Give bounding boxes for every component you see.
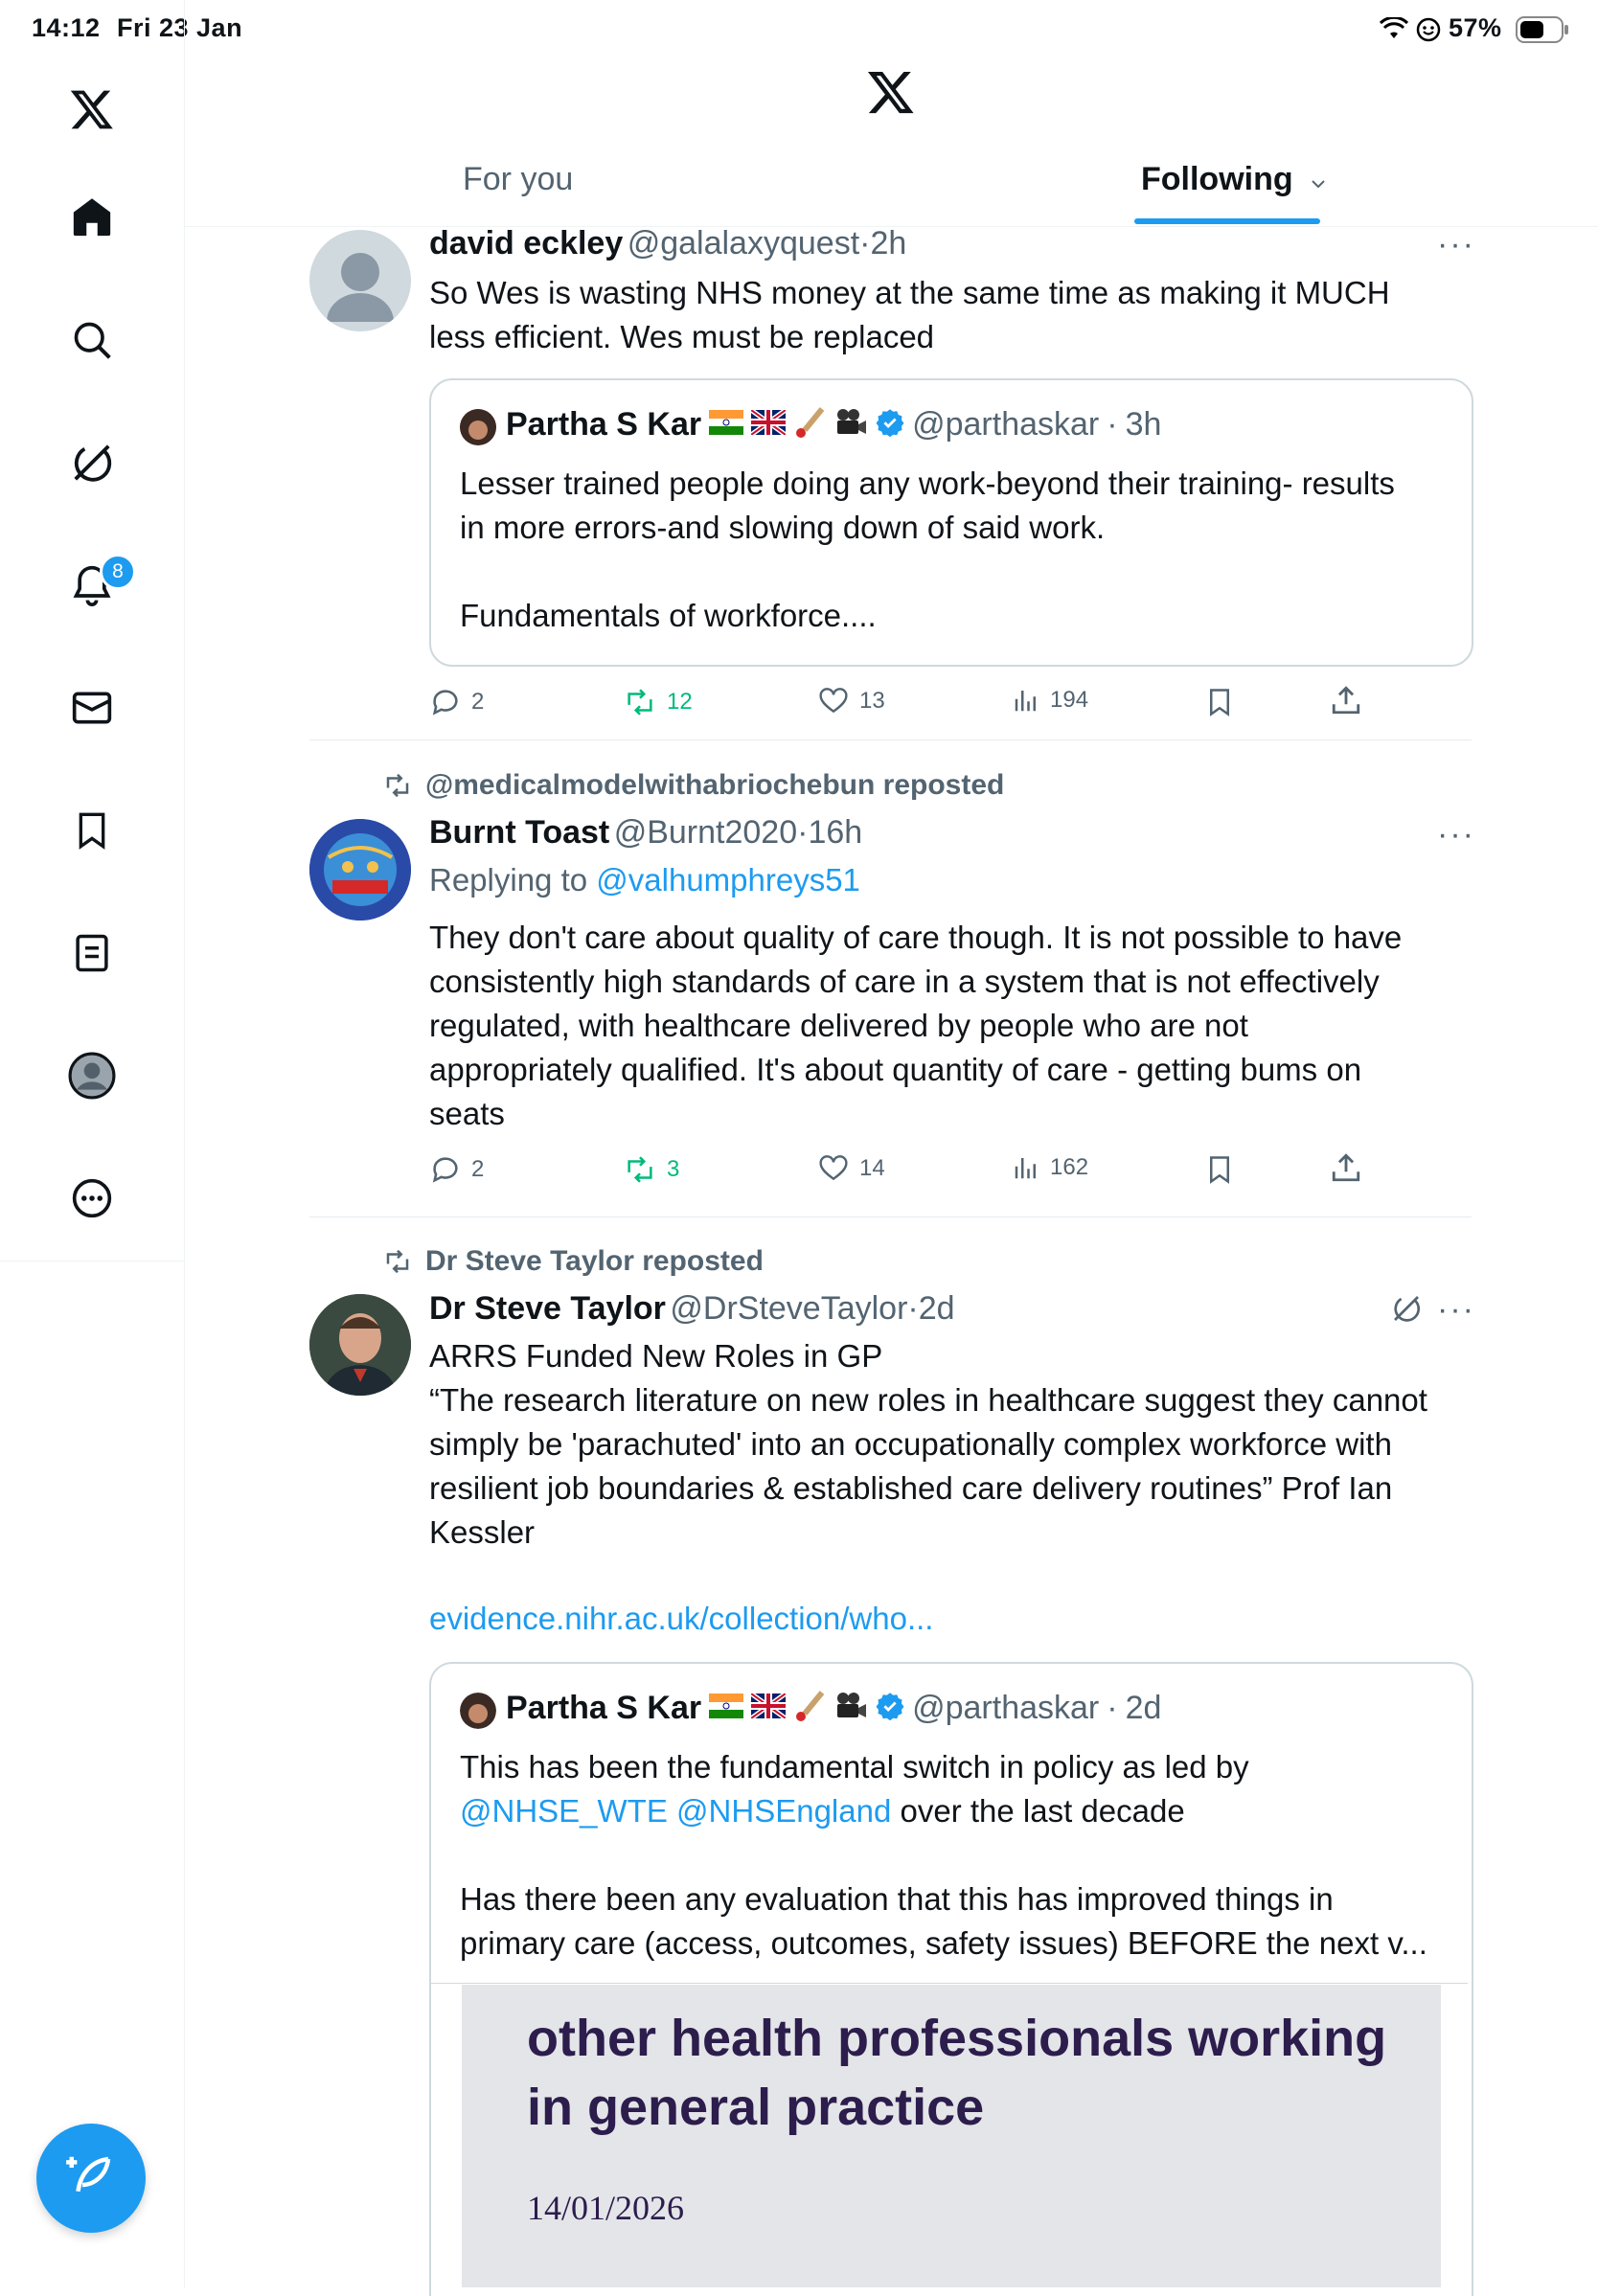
tweet2-like-button[interactable]	[817, 1153, 885, 1184]
replying-prefix: Replying to	[429, 862, 588, 898]
tab-for-you[interactable]: For you	[463, 161, 574, 197]
media-date: 14/01/2026	[527, 2189, 685, 2227]
wifi-icon	[1380, 17, 1408, 45]
quote2-line2-rest: over the last decade	[900, 1793, 1185, 1829]
tweet2-reply-count: 2	[471, 1156, 485, 1182]
cricket-icon	[793, 406, 826, 443]
india-flag-icon	[709, 1694, 743, 1723]
tweet2-name[interactable]: Burnt Toast	[429, 814, 610, 851]
tweet3-handle[interactable]: @DrSteveTaylor	[670, 1290, 908, 1327]
tweet2-more-icon[interactable]: ···	[1437, 816, 1475, 852]
status-time: 14:12	[32, 13, 101, 42]
reply-icon	[429, 1153, 462, 1186]
mention-nhsengland[interactable]: @NHSEngland	[676, 1793, 892, 1829]
quote2-line2	[460, 1789, 1185, 1833]
tweet2-repost-context	[381, 769, 1004, 802]
uk-flag-icon	[751, 410, 786, 440]
tab-following[interactable]	[1141, 161, 1327, 198]
quote1-time: 3h	[1125, 406, 1162, 443]
media-divider	[431, 1983, 1468, 1984]
lists-icon[interactable]	[63, 924, 121, 982]
tweet2-reposted-by[interactable]: @medicalmodelwithabriochebun reposted	[425, 769, 1005, 801]
grok-icon[interactable]	[63, 434, 121, 491]
verified-icon	[876, 408, 904, 442]
tweet2-views[interactable]	[1012, 1153, 1088, 1182]
heart-icon	[817, 1153, 850, 1184]
chevron-down-icon	[1310, 161, 1327, 198]
verified-icon	[876, 1692, 904, 1725]
compose-button[interactable]	[36, 2124, 146, 2233]
tweet2-repost-button[interactable]	[623, 1153, 679, 1186]
tweet1-handle[interactable]: @galalaxyquest	[627, 225, 860, 261]
dot-separator: ·	[859, 225, 871, 261]
home-icon[interactable]	[63, 189, 121, 246]
tweet2-repost-count: 3	[667, 1156, 680, 1182]
cricket-icon	[793, 1690, 826, 1727]
tweet3-time[interactable]: 2d	[918, 1290, 955, 1327]
tweet3-text: ARRS Funded New Roles in GP “The research literature on new roles in healthcare suggest they cannot simply be 'parachuted' into an occupationally complex workforce with resilient job boundaries & established care delivery routines” Prof Ian Kessler	[429, 1338, 1427, 1550]
reply-icon	[429, 686, 462, 718]
active-tab-indicator	[1134, 218, 1320, 224]
x-logo-icon[interactable]	[63, 80, 121, 138]
quote1-header	[506, 406, 1161, 443]
mention-nhse-wte[interactable]: @NHSE_WTE	[460, 1793, 668, 1829]
quote2-name: Partha S Kar	[506, 1690, 702, 1726]
uk-flag-icon	[751, 1694, 786, 1723]
tweet2-replying-to	[429, 862, 860, 898]
tweet3-link[interactable]: evidence.nihr.ac.uk/collection/who...	[429, 1601, 934, 1636]
tweet1-repost-button[interactable]	[623, 686, 693, 718]
media-title-line2: in general practice	[527, 2079, 985, 2136]
focus-icon	[1416, 17, 1441, 47]
repost-icon	[381, 1247, 414, 1276]
sidebar-divider	[0, 1261, 184, 1262]
profile-icon[interactable]	[63, 1047, 121, 1104]
quote2-header	[506, 1690, 1161, 1727]
tweet3-reposted-by[interactable]: Dr Steve Taylor reposted	[425, 1245, 764, 1277]
compose-icon	[65, 2150, 117, 2207]
tweet2-text: They don't care about quality of care though. It is not possible to have consistently high standards of care in a system that is not effectively regulated, with healthcare delivered by people who are not appropriately qualified. It's about quantity of care - getting bums on seats	[429, 920, 1403, 1131]
more-icon[interactable]	[63, 1170, 121, 1227]
tweet1-reply-button[interactable]	[429, 686, 484, 718]
india-flag-icon	[709, 410, 743, 440]
tweet2-handle[interactable]: @Burnt2020	[613, 814, 798, 851]
dot-separator: ·	[1107, 406, 1118, 443]
quote1-avatar	[460, 409, 496, 445]
heart-icon	[817, 686, 850, 716]
tweet1-name[interactable]: david eckley	[429, 225, 624, 261]
dot-separator: ·	[797, 814, 809, 851]
tweet2-bookmark-icon[interactable]	[1205, 1153, 1234, 1191]
quote2-handle: @parthaskar	[912, 1690, 1100, 1726]
views-icon	[1012, 1153, 1040, 1182]
tweet1-bookmark-icon[interactable]	[1205, 686, 1234, 723]
grok-explain-icon[interactable]	[1391, 1293, 1422, 1329]
tweet1-repost-count: 12	[667, 689, 693, 715]
bookmark-icon[interactable]	[63, 802, 121, 859]
tab-following-label: Following	[1141, 161, 1293, 197]
quote2-avatar	[460, 1693, 496, 1729]
avatar-dr-steve-taylor[interactable]	[309, 1294, 411, 1396]
tweet1-like-button[interactable]	[817, 686, 885, 716]
tweet2-time[interactable]: 16h	[808, 814, 863, 851]
tweet1-view-count: 194	[1050, 687, 1089, 713]
tweet3-name[interactable]: Dr Steve Taylor	[429, 1290, 666, 1327]
battery-percent: 57%	[1449, 13, 1502, 42]
battery-icon	[1516, 16, 1569, 48]
tweet2-like-count: 14	[859, 1155, 885, 1181]
avatar-david-eckley[interactable]	[309, 230, 411, 331]
repost-icon	[381, 771, 414, 800]
tweet2-header	[429, 814, 862, 852]
mail-icon[interactable]	[63, 679, 121, 737]
tweet1-share-icon[interactable]	[1330, 684, 1362, 721]
tweet2-view-count: 162	[1050, 1154, 1089, 1180]
quote1-handle: @parthaskar	[912, 406, 1100, 443]
tweet2-share-icon[interactable]	[1330, 1151, 1362, 1189]
avatar-burnt-toast[interactable]	[309, 819, 411, 921]
dot-separator: ·	[1107, 1690, 1118, 1726]
media-title-line1: other health professionals working	[527, 2010, 1387, 2067]
search-icon[interactable]	[63, 311, 121, 369]
quote2-media-image[interactable]	[462, 1985, 1441, 2287]
tweet3-repost-context	[381, 1245, 764, 1278]
x-header-logo-icon	[866, 67, 916, 122]
quote2-line1: This has been the fundamental switch in policy as led by	[460, 1749, 1249, 1785]
tweet2-reply-button[interactable]	[429, 1153, 484, 1186]
tweet1-more-icon[interactable]: ···	[1437, 226, 1475, 262]
tweet1-like-count: 13	[859, 688, 885, 714]
camera-icon	[833, 407, 868, 443]
notification-badge: 8	[100, 554, 136, 590]
tweet3-more-icon[interactable]: ···	[1437, 1291, 1475, 1328]
status-date: Fri 23 Jan	[117, 13, 243, 42]
dot-separator: ·	[907, 1290, 919, 1327]
repost-icon	[623, 1153, 657, 1186]
tweet-separator	[309, 1216, 1472, 1217]
replying-mention[interactable]: @valhumphreys51	[596, 862, 860, 898]
repost-icon	[623, 686, 657, 718]
tweet1-time[interactable]: 2h	[870, 225, 907, 261]
camera-icon	[833, 1691, 868, 1726]
tweet1-views[interactable]	[1012, 686, 1088, 715]
views-icon	[1012, 686, 1040, 715]
quote2-time: 2d	[1125, 1690, 1162, 1726]
tweet-separator	[309, 739, 1472, 740]
tweet3-header	[429, 1290, 955, 1328]
tweet1-header	[429, 225, 906, 262]
tweet1-text: So Wes is wasting NHS money at the same time as making it MUCH less efficient. Wes must be replaced	[429, 275, 1390, 354]
tweet1-reply-count: 2	[471, 689, 485, 715]
quote2-text2: Has there been any evaluation that this has improved things in primary care (access, outcomes, safety issues) BEFORE the next v...	[460, 1881, 1427, 1961]
quote1-text: Lesser trained people doing any work-beyond their training- results in more errors-and slowing down of said work. Fundamentals of workforce....	[460, 466, 1395, 633]
quote1-name: Partha S Kar	[506, 406, 702, 443]
